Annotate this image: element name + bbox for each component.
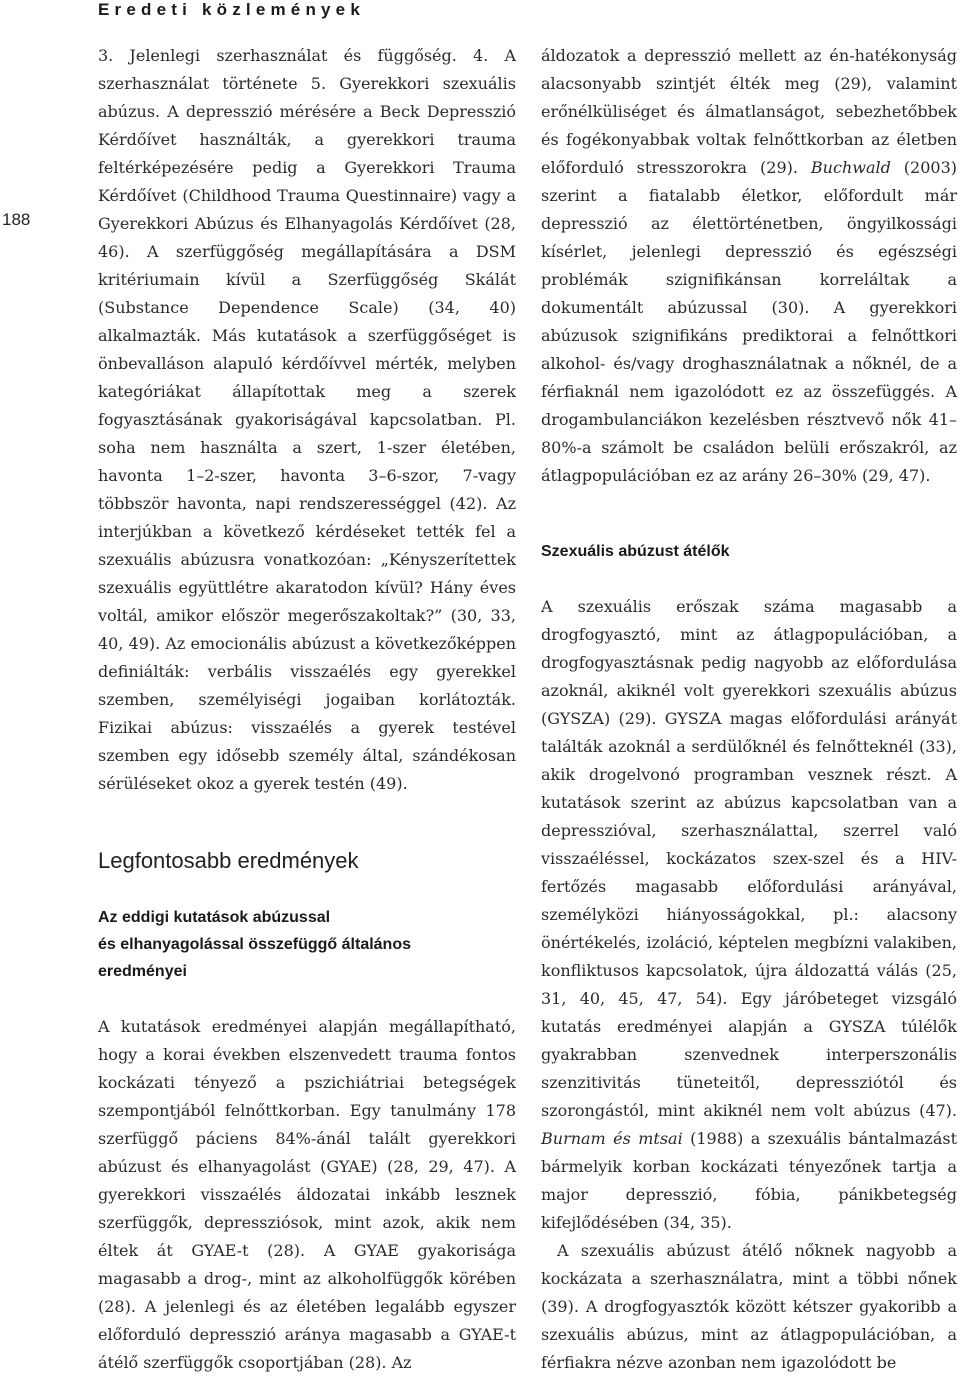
subsection-title-line: Az eddigi kutatások abúzussal (98, 909, 331, 926)
left-column (98, 42, 516, 1377)
page-number: 188 (2, 210, 31, 229)
journal-section-header: Eredeti közlemények (98, 0, 365, 19)
subsection-title-line: és elhanyagolással összefüggő általános (98, 936, 411, 953)
sexual-abuse-paragraph (541, 593, 957, 1237)
author-citation: Burnam és mtsai (541, 1129, 683, 1148)
paragraph-text: A szexuális erőszak száma magasabb a drogfogyasztó, mint az átlagpopulációban, a drogfogyasztásnak pedig nagyobb az előfordulása azoknál, akiknél volt gyerekkori szexuális abúzus (GYSZA) (29). GYSZA magas előfordulási arányát találták azoknál a serdülőknél és felnőtteknél (33), akik drogelvonó programban vesznek részt. A kutatások szerint az abúzus kapcsolatban van a depresszióval, szerhasználattal, szerrel való visszaéléssel, kockázatos szex-szel és a HIV-fertőzés magasabb előfordulási arányával, személyközi hiányosságokkal, pl.: alacsony önértékelés, izoláció, képtelen megbízni valakiben, konfliktusos kapcsolatok, újra áldozattá válás (25, 31, 40, 45, 47, 54). Egy járóbeteget vizsgáló kutatás eredményei alapján a GYSZA túlélők gyakrabban szenvednek interperszonális szenzitivitás tüneteitől, depressziótól és szorongástól, mint akiknél nem volt abúzus (47). (541, 597, 957, 1120)
paragraph-text: áldozatok a depresszió mellett az én-hatékonyság alacsonyabb szintjét élték meg (29), valamint erőnélküliséget és álmatlanságot, sebezhetőbbek és fogékonyabbak voltak felnőttkorban az életben előforduló stresszorokra (29). (541, 46, 957, 177)
subsection-title-general-results (98, 904, 516, 985)
section-title: Legfontosabb eredmények (98, 848, 359, 873)
paragraph-text: (2003) szerint a fiatalabb életkor, előfordult már depresszió az élettörténetben, öngyilkossági kísérlet, jelenlegi depresszió és egészségi problémák szignifikánsan korreláltak a dokumentált abúzussal (30). A gyerekkori abúzusok szignifikáns prediktorai a felnőttkori alkohol- és/vagy droghasználatnak a nőknél, de a férfiaknál nem igazolódott ez az összefüggés. A drogambulanciákon kezelésben résztvevő nők 41–80%-a számolt be családon belüli erőszakról, az átlagpopulációban ez az arány 26–30% (29, 47). (541, 158, 957, 485)
continuation-paragraph (541, 42, 957, 490)
results-paragraph: A kutatások eredményei alapján megállapítható, hogy a korai években elszenvedett trauma fontos kockázati tényező a pszichiátriai betegségek szempontjából felnőttkorban. Egy tanulmány 178 szerfüggő páciens 84%-ánál talált gyerekkori abúzust és elhanyagolást (GYAE) (28, 29, 47). A gyerekkori visszaélés áldozatai inkább lesznek szerfüggők, depressziósok, mint azok, akik nem éltek át GYAE-t (28). A GYAE gyakorisága magasabb a drog-, mint az alkoholfüggők körében (28). A jelenlegi és az életében legalább egyszer előforduló depresszió aránya magasabb a GYAE-t átélő szerfüggők csoportjában (28). Az (98, 1017, 516, 1372)
subsection-title-line: eredményei (98, 963, 187, 980)
right-column (541, 42, 957, 1377)
author-citation: Buchwald (810, 158, 891, 177)
women-risk-paragraph: A szexuális abúzust átélő nőknek nagyobb a kockázata a szerhasználatra, mint a többi nőnek (39). A drogfogyasztók között kétszer gyakoribb a szexuális abúzus, mint az átlagpopulációban, a férfiakra nézve azonban nem igazolódott be (541, 1241, 957, 1372)
paragraph-text: (1988) a szexuális bántalmazást bármelyik korban kockázati tényezőnek tartja a major depresszió, fóbia, pánikbetegség kifejlődésében (34, 35). (541, 1129, 958, 1232)
subsection-title-sexual-abuse: Szexuális abúzust átélők (541, 543, 730, 560)
methods-paragraph: 3. Jelenlegi szerhasználat és függőség. 4. A szerhasználat története 5. Gyerekkori szexuális abúzus. A depresszió mérésére a Beck Depresszió Kérdőívet használták, a gyerekkori trauma feltérképezésére pedig a Gyerekkori Trauma Kérdőívet (Childhood Trauma Questinnaire) vagy a Gyerekkori Abúzus és Elhanyagolás Kérdőívet (28, 46). A szerfüggőség megállapítására a DSM kritériumain kívül a Szerfüggőség Skálát (Substance Dependence Scale) (34, 40) alkalmazták. Más kutatások a szerfüggőséget is önbevalláson alapuló kérdőívvel mérték, melyben kategóriákat állapítottak meg a szerek fogyasztásának gyakoriságával kapcsolatban. Pl. soha nem használta a szert, 1-szer életében, havonta 1–2-szer, havonta 3–6-szor, 7-vagy többször havonta, napi rendszerességgel (42). Az interjúkban a következő kérdéseket tették fel a szexuális abúzusra vonatkozóan: „Kényszerítettek szexuális együttlétre akaratodon kívül? Hány éves voltál, amikor először megerőszakoltak?” (30, 33, 40, 49). Az emocionális abúzust a következőképpen definiálták: verbális visszaélés egy gyerekkel szemben, személyiségi jogaiban korlátozták. Fizikai abúzus: visszaélés a gyerek testével szemben egy idősebb személy által, szándékosan sérüléseket okoz a gyerek testén (49). (98, 46, 516, 793)
